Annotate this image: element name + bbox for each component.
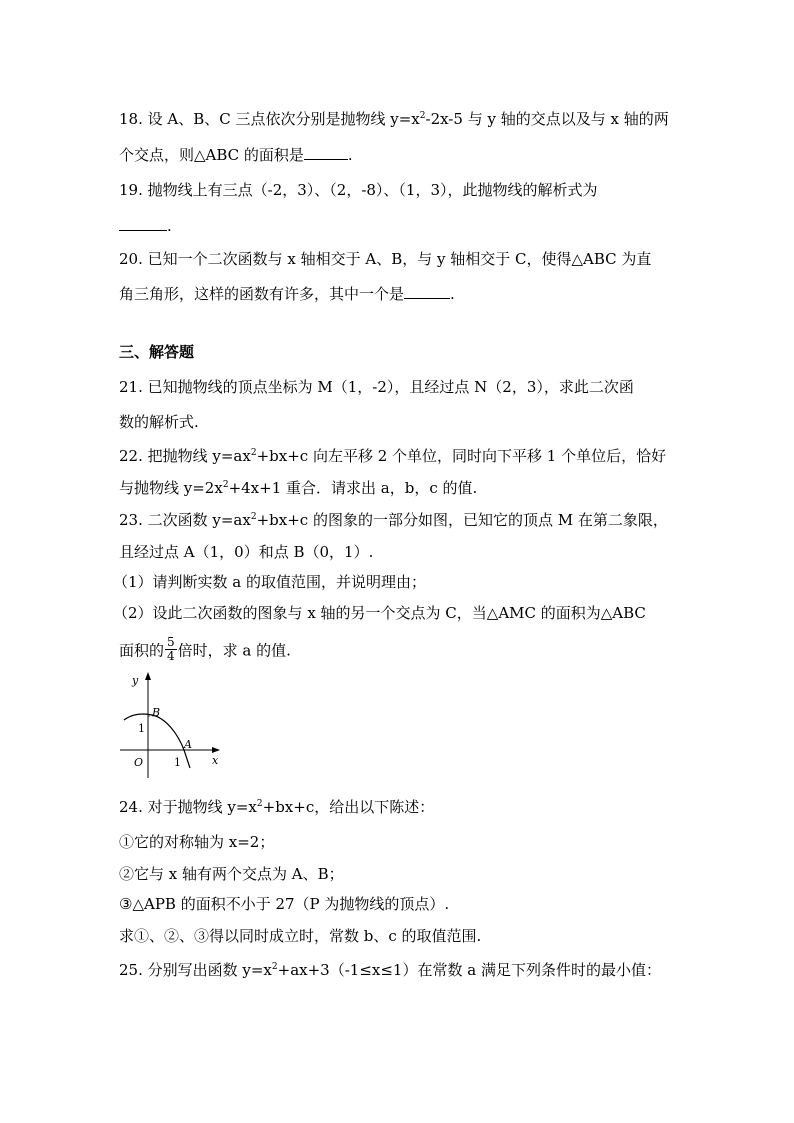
q23-part1: （1）请判断实数 a 的取值范围，并说明理由； <box>113 573 427 591</box>
q22-line2: 与抛物线 $y=2x^2+4x+1$ 重合．请求出 a，b，c 的值. <box>119 479 478 497</box>
q19-line1: 19. 抛物线上有三点（-2，3）、（2，-8）、（1，3），此抛物线的解析式为 <box>119 181 598 199</box>
q21-line2: 数的解析式. <box>119 413 199 431</box>
q23-line2: 且经过点 A（1，0）和点 B（0，1）. <box>119 543 374 561</box>
origin-label: O <box>134 756 144 769</box>
q23-part2: （2）设此二次函数的图象与 x 轴的另一个交点为 C，当△AMC 的面积为△ABC <box>113 604 646 622</box>
section-heading: 三、解答题 <box>119 343 195 361</box>
q24-statement1: ①它的对称轴为 x=2； <box>119 833 275 851</box>
x-axis-arrow-icon <box>212 747 220 753</box>
parabola-figure <box>112 670 232 780</box>
q24-line1: 24. 对于抛物线 $y=x^2+bx+c$，给出以下陈述： <box>119 798 435 816</box>
q21-line1: 21. 已知抛物线的顶点坐标为 M（1，-2），且经过点 N（2，3），求此二次函 <box>119 378 634 396</box>
q24-statement2: ②它与 x 轴有两个交点为 A、B； <box>119 865 344 883</box>
y-axis-label: y <box>132 674 139 687</box>
q24-statement3: ③△APB 的面积不小于 27（P 为抛物线的顶点）. <box>119 895 450 913</box>
q20-line2: 角三角形，这样的函数有许多，其中一个是 . <box>119 285 455 303</box>
q22-line1: 22. 把抛物线 $y=ax^2+bx+c$ 向左平移 2 个单位，同时向下平移 1 个单位后，恰好 <box>119 447 667 465</box>
y-tick-one: 1 <box>138 722 145 735</box>
answer-blank[interactable] <box>304 144 348 160</box>
x-tick-one: 1 <box>174 756 181 769</box>
q18-line2: 个交点，则△ABC 的面积是 . <box>119 146 353 164</box>
answer-blank[interactable] <box>119 215 167 231</box>
y-axis-arrow-icon <box>145 672 151 680</box>
q19-line2: . <box>119 215 172 236</box>
q23-line1: 23. 二次函数 $y=ax^2+bx+c$ 的图象的一部分如图，已知它的顶点 M 在第二象限， <box>119 511 668 529</box>
point-b-label: B <box>152 706 161 719</box>
q24-ask: 求①、②、③得以同时成立时，常数 b、c 的取值范围. <box>119 927 482 945</box>
answer-blank[interactable] <box>404 283 450 299</box>
q23-part2-cont: 面积的 $\frac{5}{4}$ 倍时，求 a 的值. <box>119 635 291 663</box>
fraction-five-fourths: $\frac{5}{4}$ <box>167 635 175 663</box>
x-axis-label: x <box>212 754 219 767</box>
q25-line1: 25. 分别写出函数 $y=x^2+ax+3(-1\le x\le 1)$在常数 a 满足下列条件时的最小值： <box>119 961 661 979</box>
q18-line1: 18. 设 A、B、C 三点依次分别是抛物线 $y=x^2-2x-5$ 与 y 轴的交点以及与 x 轴的两 <box>119 110 669 128</box>
q20-line1: 20. 已知一个二次函数与 x 轴相交于 A、B，与 y 轴相交于 C，使得△ABC 为直 <box>119 250 652 268</box>
point-a-label: A <box>184 738 192 751</box>
